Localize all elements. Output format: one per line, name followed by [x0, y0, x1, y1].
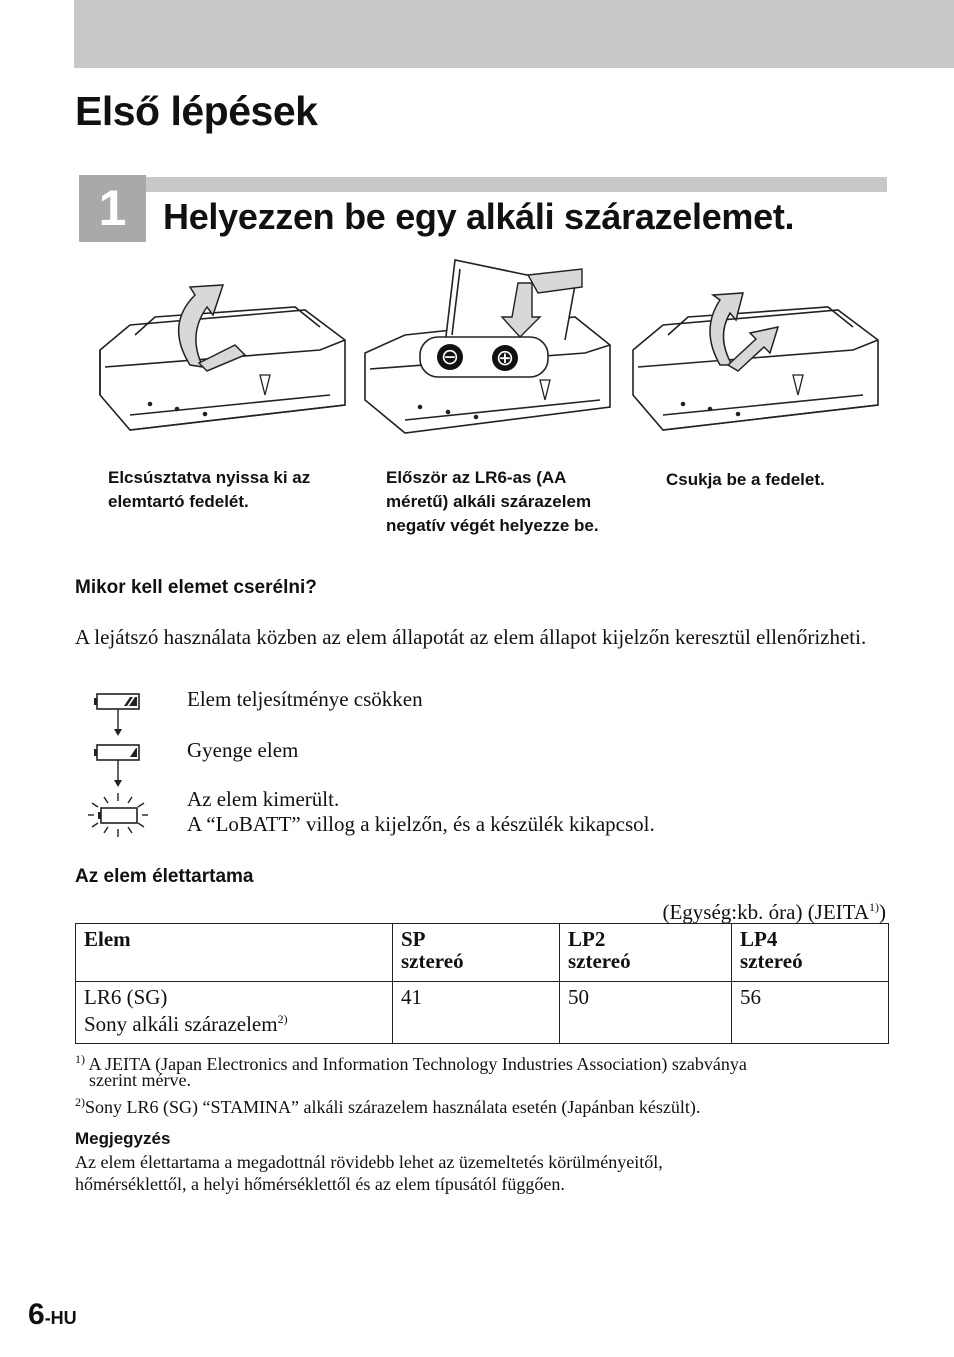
cell-sp: 41: [393, 982, 560, 1044]
section-heading-battery-life: Az elem élettartama: [75, 866, 254, 887]
header-bar: [74, 0, 954, 68]
battery-state-empty: Az elem kimerült.: [187, 787, 340, 811]
page-number: 6-HU: [28, 1298, 77, 1331]
battery-state-weakening: Elem teljesítménye csökken: [187, 687, 423, 711]
note-line-1: Az elem élettartama a megadottnál rövidebb lehet az üzemeltetés körülményeitől,: [75, 1152, 663, 1172]
battery-life-table: [75, 923, 889, 1044]
battery-two-bars-icon: [94, 694, 139, 709]
step-number-badge: 1: [79, 175, 146, 242]
footnote-2: $^{2)}$Sony LR6 (SG) “STAMINA” alkáli szárazelem használata esetén (Japánban készült).: [75, 1095, 701, 1117]
page-title: Első lépések: [75, 88, 318, 134]
cell-lp4: 56: [732, 982, 889, 1044]
caption-close-lid: Csukja be a fedelet.: [666, 470, 825, 489]
illustration-close-lid: [628, 255, 884, 445]
battery-intro-text: A lejátszó használata közben az elem állapotát az elem állapot kijelzőn keresztül ellenőrizheti.: [75, 625, 867, 649]
cell-elem: LR6 (SG) Sony alkáli szárazelem$^{2)}$: [76, 982, 393, 1044]
section-heading-battery-change: Mikor kell elemet cserélni?: [75, 577, 317, 598]
battery-state-empty-detail: A “LoBATT” villog a kijelzőn, és a készülék kikapcsol.: [187, 812, 655, 836]
header-elem: Elem: [76, 924, 393, 982]
battery-empty-blinking-icon: [88, 793, 148, 837]
cell-lp2: 50: [560, 982, 732, 1044]
illustration-insert-battery: [360, 255, 616, 455]
unit-note: (Egység:kb. óra) (JEITA$^{1)}$): [662, 900, 886, 924]
step-heading: Helyezzen be egy alkáli szárazelemet.: [163, 196, 795, 237]
header-sp: SP sztereó: [393, 924, 560, 982]
illustration-open-lid: [95, 255, 351, 445]
note-heading: Megjegyzés: [75, 1129, 171, 1148]
table-header-row: [76, 924, 889, 982]
header-lp2: LP2 sztereó: [560, 924, 732, 982]
footnote-1: $^{1)}$ A JEITA (Japan Electronics and Information Technology Industries Association) szabványa: [75, 1052, 747, 1074]
battery-one-bar-icon: [94, 745, 139, 760]
battery-indicator-sequence: [88, 689, 148, 839]
note-line-2: hőmérséklettől, a helyi hőmérséklettől és az elem típusától függően.: [75, 1174, 565, 1194]
minus-symbol: ⊖: [440, 345, 460, 370]
plus-symbol: ⊕: [495, 346, 515, 371]
step-bar: [146, 177, 887, 192]
caption-open-lid: Elcsúsztatva nyissa ki az elemtartó fedelét.: [108, 468, 311, 511]
table-row: [76, 982, 889, 1044]
caption-insert-battery: Először az LR6-as (AA méretű) alkáli szárazelem negatív végét helyezze be.: [386, 468, 599, 535]
footnote-1-cont: szerint mérve.: [89, 1070, 191, 1090]
header-lp4: LP4 sztereó: [732, 924, 889, 982]
battery-state-weak: Gyenge elem: [187, 738, 299, 762]
